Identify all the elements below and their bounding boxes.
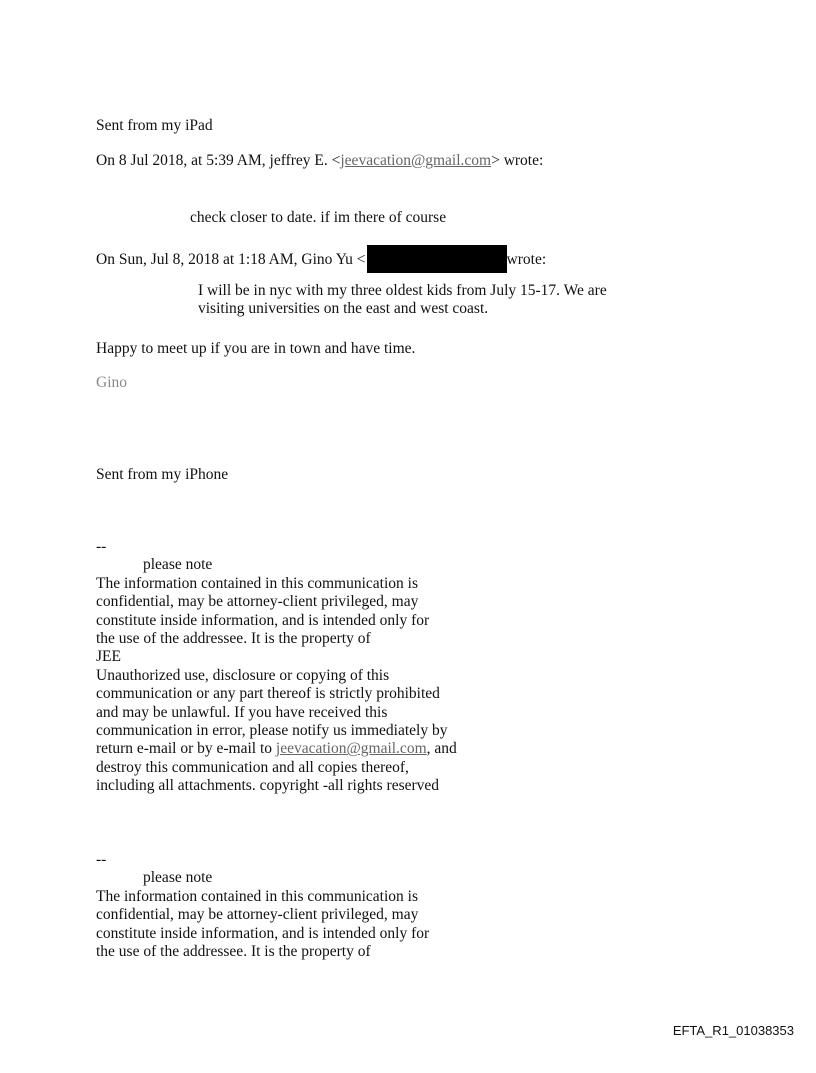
disclaimer-email-link[interactable]: jeevacation@gmail.com [275,740,427,758]
disclaimer-line: and may be unlawful. If you have received this [96,703,388,721]
quote2-header-text: On Sun, Jul 8, 2018 at 1:18 AM, Gino Yu < [96,251,366,268]
disclaimer-text: return e-mail or by e-mail to [96,740,276,758]
body-line-2: visiting universities on the east and west coast. [198,300,489,317]
disclaimer-text: , and [426,740,457,758]
disclaimer-line: JEE [96,648,121,666]
disclaimer-line: constitute inside information, and is intended only for [96,924,430,942]
sent-from-ipad: Sent from my iPad [96,117,213,134]
disclaimer-line: constitute inside information, and is intended only for [96,611,430,629]
disclaimer-line: Unauthorized use, disclosure or copying of this [96,666,390,684]
body-line-1: I will be in nyc with my three oldest kids from July 15-17. We are [198,282,607,299]
disclaimer-line: communication in error, please notify us immediately by [96,722,448,740]
quote1-header-suffix: > wrote: [491,152,544,169]
disclaimer-line [96,740,457,758]
sent-from-iphone: Sent from my iPhone [96,466,229,483]
signature: Gino [96,374,127,391]
disclaimer-line: the use of the addressee. It is the property of [96,630,371,648]
separator: -- [96,851,107,868]
disclaimer-1 [96,538,457,796]
quote2-header-suffix: wrote: [506,251,547,268]
quote1-header [96,152,543,170]
disclaimer-line: including all attachments. copyright -all rights reserved [96,777,440,795]
quote2-header [96,245,546,273]
disclaimer-2 [96,851,429,961]
disclaimer-line: The information contained in this communication is [96,887,418,905]
disclaimer-line: The information contained in this communication is [96,574,418,592]
separator: -- [96,538,107,555]
please-note: please note [143,869,213,887]
redaction-box [367,245,507,273]
please-note: please note [143,556,213,574]
disclaimer-line: confidential, may be attorney-client privileged, may [96,906,419,924]
disclaimer-line: communication or any part thereof is strictly prohibited [96,685,440,703]
disclaimer-line: destroy this communication and all copies thereof, [96,758,409,776]
disclaimer-line: confidential, may be attorney-client privileged, may [96,593,419,611]
reply-text: check closer to date. if im there of course [190,209,447,226]
happy-line: Happy to meet up if you are in town and have time. [96,340,416,357]
disclaimer-line: the use of the addressee. It is the property of [96,943,371,961]
sender-email-link[interactable]: jeevacation@gmail.com [340,152,492,169]
quote1-header-text: On 8 Jul 2018, at 5:39 AM, jeffrey E. < [96,152,341,169]
document-id: EFTA_R1_01038353 [672,1023,794,1038]
